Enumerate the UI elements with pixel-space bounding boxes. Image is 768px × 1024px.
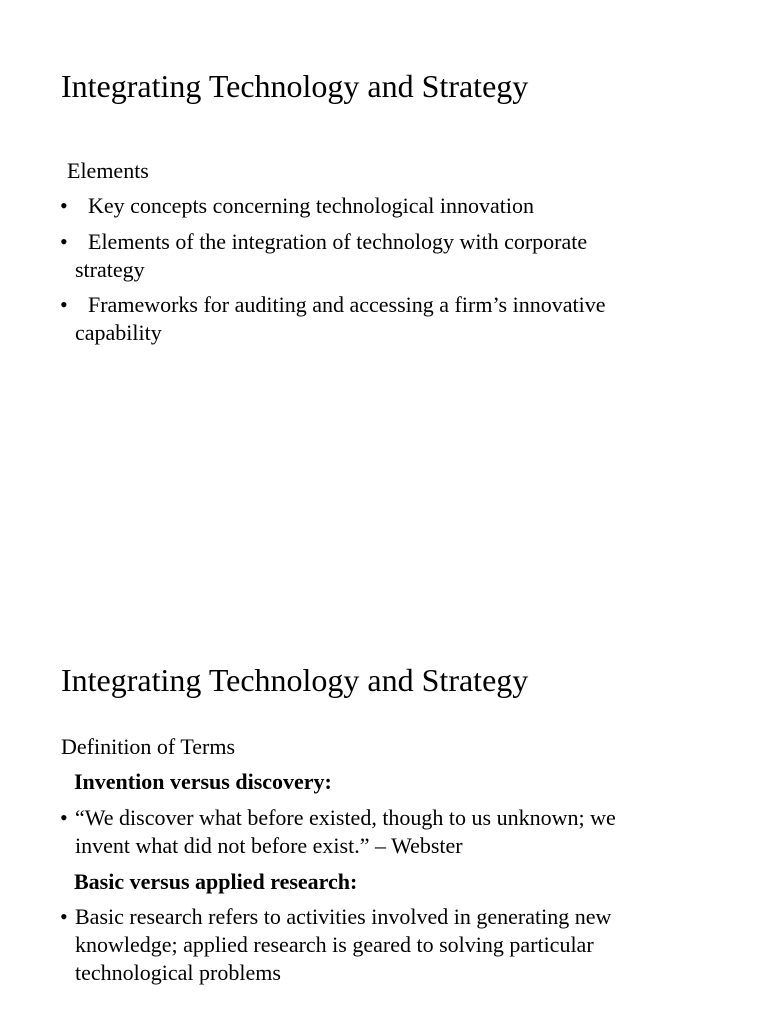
- slide-1-title: Integrating Technology and Strategy: [61, 68, 529, 104]
- section-2-bullet-line-3: technological problems: [75, 960, 281, 985]
- section-2-bullet-line-2: knowledge; applied research is geared to solving particular: [75, 932, 594, 957]
- section-2-bullet-line-1: Basic research refers to activities involved in generating new: [75, 904, 612, 929]
- bullet-marker: •: [60, 805, 68, 830]
- slide-2-subheading: Definition of Terms: [61, 734, 236, 759]
- slide-1-subheading: Elements: [67, 158, 149, 183]
- bullet-marker: •: [60, 292, 68, 317]
- section-1-heading: Invention versus discovery:: [74, 769, 332, 794]
- bullet-1-line-1: Key concepts concerning technological innovation: [88, 193, 534, 218]
- section-1-bullet-line-2: invent what did not before exist.” – Webster: [75, 833, 463, 858]
- bullet-2-line-1: Elements of the integration of technology with corporate: [88, 229, 588, 254]
- bullet-3-line-2: capability: [75, 320, 162, 345]
- section-2-heading: Basic versus applied research:: [74, 869, 358, 894]
- slide-2: [0, 592, 768, 1024]
- bullet-3-line-1: Frameworks for auditing and accessing a firm’s innovative: [88, 292, 606, 317]
- bullet-marker: •: [60, 904, 68, 929]
- bullet-2-line-2: strategy: [75, 257, 145, 282]
- slide-2-title: Integrating Technology and Strategy: [61, 662, 529, 698]
- bullet-marker: •: [60, 193, 68, 218]
- bullet-marker: •: [60, 229, 68, 254]
- section-1-bullet-line-1: “We discover what before existed, though to us unknown; we: [75, 805, 616, 830]
